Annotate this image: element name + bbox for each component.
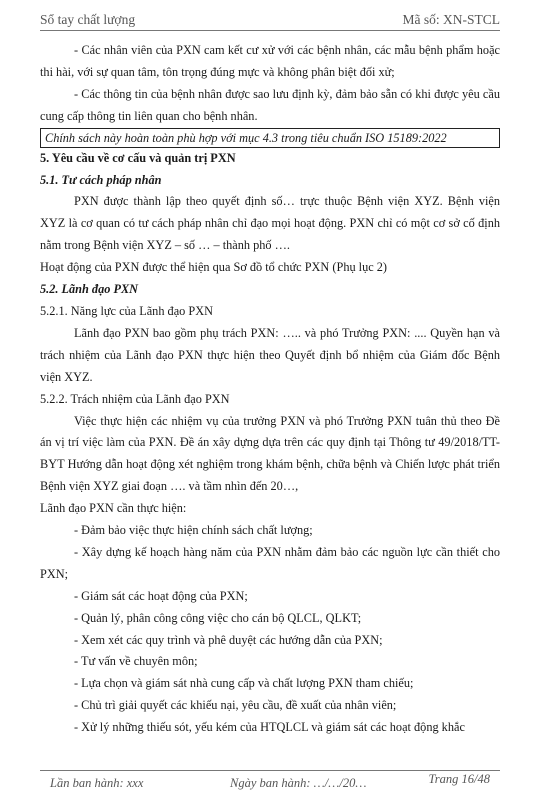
section-5-2-heading: 5.2. Lãnh đạo PXN bbox=[40, 282, 139, 297]
policy-compliance-note: Chính sách này hoàn toàn phù hợp với mục 4.3 trong tiêu chuẩn ISO 15189:2022 bbox=[40, 128, 500, 148]
header-document-code: Mã số: XN-STCL bbox=[402, 12, 500, 27]
footer-issue-number: Lần ban hành: xxx bbox=[50, 776, 144, 790]
paragraph-patient-info: - Các thông tin của bệnh nhân được sao lưu định kỳ, đảm bảo sẵn có khi được yêu cầu cung cấp thông tin liên quan cho bệnh nhân. bbox=[40, 86, 500, 123]
list-item: - Giám sát các hoạt động của PXN; bbox=[74, 588, 248, 603]
list-item: - Quản lý, phân công công việc cho cán bộ QLCL, QLKT; bbox=[74, 610, 362, 625]
section-5-2-1-heading: 5.2.1. Năng lực của Lãnh đạo PXN bbox=[40, 303, 213, 318]
document-body bbox=[40, 40, 500, 739]
list-item: - Chủ trì giải quyết các khiếu nại, yêu cầu, đề xuất của nhân viên; bbox=[74, 698, 397, 713]
paragraph-org-chart: Hoạt động của PXN được thể hiện qua Sơ đồ tổ chức PXN (Phụ lục 2) bbox=[40, 260, 388, 275]
section-5-2-2-heading: 5.2.2. Trách nhiệm của Lãnh đạo PXN bbox=[40, 391, 230, 406]
list-item: - Lựa chọn và giám sát nhà cung cấp và chất lượng PXN tham chiếu; bbox=[74, 676, 414, 691]
paragraph-leadership-capacity: Lãnh đạo PXN bao gồm phụ trách PXN: ….. và phó Trưởng PXN: .... Quyền hạn và trách nhiệm của Lãnh đạo PXN thực hiện theo Quyết định bổ nhiệm của Giám đốc Bệnh viện XYZ. bbox=[40, 325, 500, 384]
paragraph-staff-conduct: - Các nhân viên của PXN cam kết cư xử với các bệnh nhân, các mẫu bệnh phẩm hoặc thi hài, với sự quan tâm, tôn trọng đúng mực và không phân biệt đối xử; bbox=[40, 43, 500, 79]
page-header bbox=[40, 8, 500, 28]
list-item: - Tư vấn về chuyên môn; bbox=[74, 654, 198, 669]
list-item: - Xử lý những thiếu sót, yếu kém của HTQLCL và giám sát các hoạt động khắc bbox=[74, 720, 465, 735]
section-5-1-heading: 5.1. Tư cách pháp nhân bbox=[40, 172, 162, 187]
footer-page-number: Trang 16/48 bbox=[428, 772, 490, 786]
page-footer bbox=[40, 772, 500, 796]
section-5-heading: 5. Yêu cầu về cơ cấu và quản trị PXN bbox=[40, 150, 236, 165]
footer-divider bbox=[40, 770, 500, 771]
paragraph-leadership-tasks-intro: Lãnh đạo PXN cần thực hiện: bbox=[40, 501, 187, 516]
list-item: - Xây dựng kế hoạch hàng năm của PXN nhằm đảm bảo các nguồn lực cần thiết cho PXN; bbox=[40, 544, 500, 581]
header-divider bbox=[40, 30, 500, 31]
list-item: - Xem xét các quy trình và phê duyệt các hướng dẫn của PXN; bbox=[74, 632, 383, 647]
paragraph-legal-entity: PXN được thành lập theo quyết định số… trực thuộc Bệnh viện XYZ. Bệnh viện XYZ là cơ quan có tư cách pháp nhân chỉ đạo mọi hoạt động. PXN chỉ có một cơ sở cố định nằm trong Bệnh viện XYZ – số … – thành phố …. bbox=[40, 194, 500, 253]
footer-issue-date: Ngày ban hành: …/…/20… bbox=[230, 776, 367, 790]
paragraph-leadership-duties: Việc thực hiện các nhiệm vụ của trưởng PXN và phó Trưởng PXN tuân thủ theo Đề án vị trí việc làm của PXN. Đề án xây dựng dựa trên các quy định tại Thông tư 49/2018/TT-BYT Hướng dẫn hoạt động xét nghiệm trong khám bệnh, chữa bệnh và Chiến lược phát triển Bệnh viện XYZ giai đoạn …. và tầm nhìn đến 20…, bbox=[40, 413, 500, 494]
list-item: - Đảm bảo việc thực hiện chính sách chất lượng; bbox=[74, 523, 313, 538]
header-document-title: Sổ tay chất lượng bbox=[40, 12, 136, 27]
